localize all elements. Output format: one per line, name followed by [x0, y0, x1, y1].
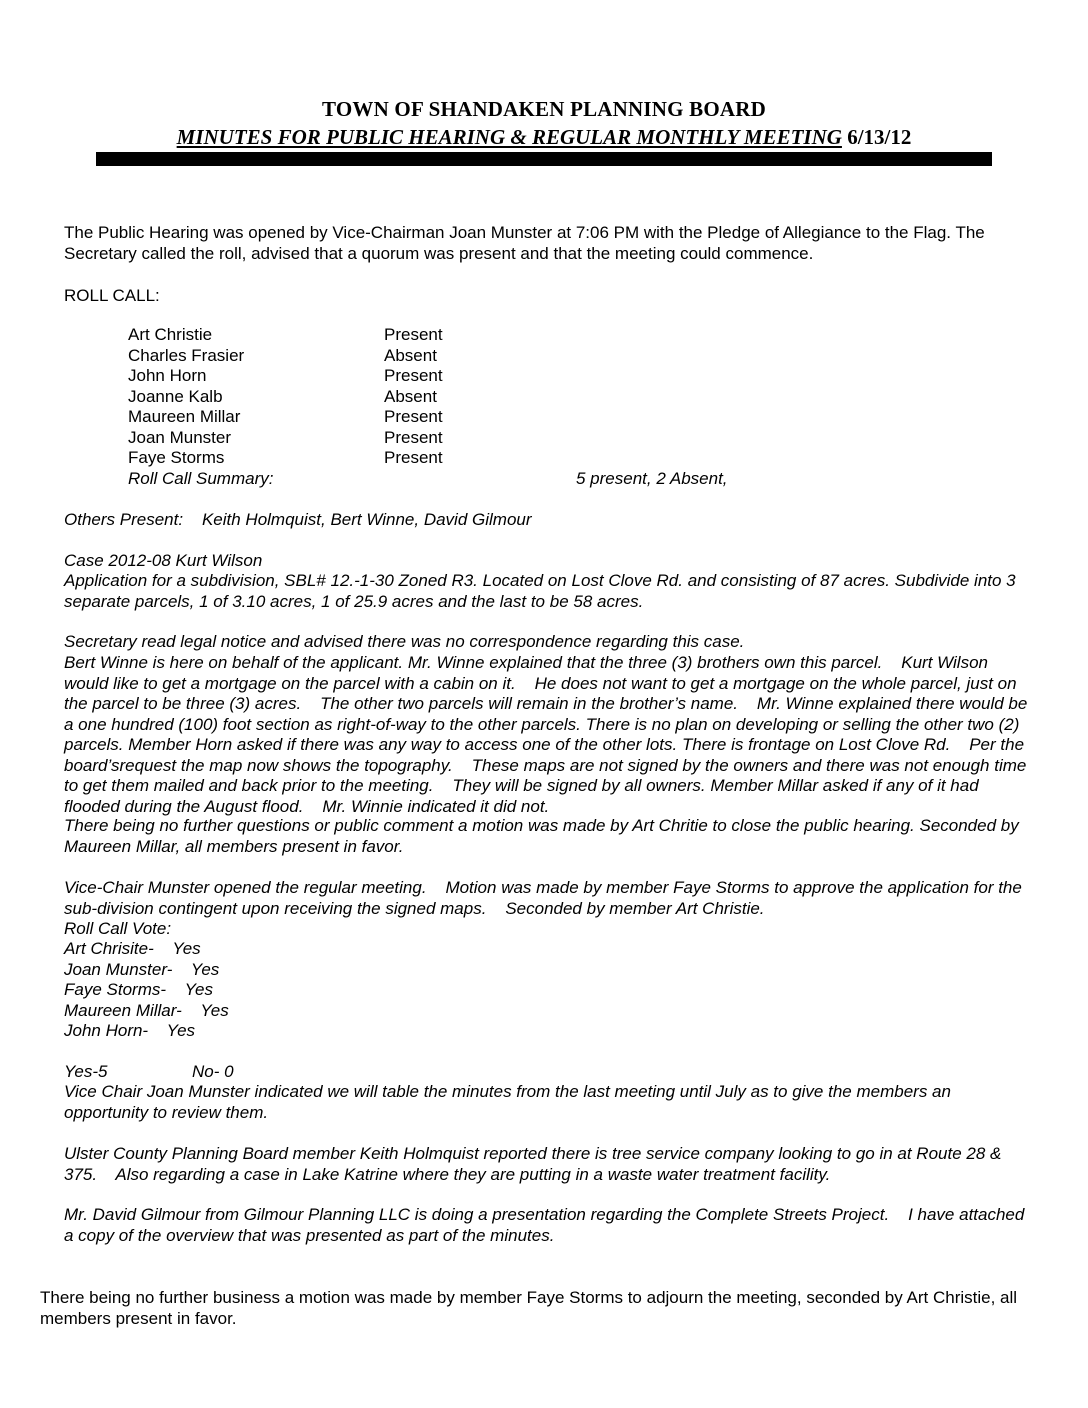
member-name: Maureen Millar: [128, 407, 241, 426]
vote-row: Art Chrisite- Yes: [64, 939, 201, 958]
ulster-report: Ulster County Planning Board member Keith Holmquist reported there is tree service company looking to go in at Route 28 & 375. Also regarding a case in Lake Katrine where they are putting in a waste water treatment facility.: [64, 1144, 1007, 1184]
roll-call-row: [128, 428, 828, 449]
vote-row: John Horn- Yes: [64, 1021, 196, 1040]
member-status: Present: [384, 366, 443, 385]
case-title: Case 2012-08 Kurt Wilson: [64, 551, 263, 570]
header-rule: [96, 152, 992, 166]
tally-no: No- 0: [192, 1062, 234, 1081]
discussion-body: Bert Winne is here on behalf of the applicant. Mr. Winne explained that the three (3) brothers own this parcel. Kurt Wilson would like to get a mortgage on the parcel with a cabin on it. He does not want to get a mortgage on the whole parcel, just on the parcel to be three (3) acres. The other two parcels will remain in the brother’s name. Mr. Winne explained there would be a one hundred (100) foot section as right-of-way to the other parcels. There is no plan on developing or selling the other two (2) parcels. Member Horn asked if there was any way to access one of the other lots. There is frontage on Lost Clove Rd. Per the board’srequest the map now shows the topography. These maps are not signed by the owners and there was not enough time to get them mailed and back prior to the meeting. They will be signed by all owners. Member Millar asked if any of it had flooded during the August flood. Mr. Winnie indicated it did not.: [64, 653, 1033, 816]
vote-row: Faye Storms- Yes: [64, 980, 213, 999]
subtitle-text: MINUTES FOR PUBLIC HEARING & REGULAR MONTHLY MEETING: [176, 125, 842, 149]
minutes-note: Vice Chair Joan Munster indicated we will table the minutes from the last meeting until July as to give the members an opportunity to review them.: [64, 1082, 951, 1122]
tally-yes: Yes-5: [64, 1062, 108, 1081]
meeting-date: 6/13/12: [847, 125, 912, 149]
member-status: Present: [384, 427, 443, 447]
member-status: Absent: [384, 345, 437, 365]
member-name: Charles Frasier: [128, 345, 245, 365]
roll-call-row: [128, 407, 828, 428]
member-name: John Horn: [128, 366, 207, 385]
roll-call-heading: ROLL CALL:: [64, 286, 160, 305]
vote-list: [64, 939, 229, 1042]
roll-call-row: [128, 366, 828, 387]
member-status: Present: [384, 448, 443, 467]
opening-paragraph: The Public Hearing was opened by Vice-Chairman Joan Munster at 7:06 PM with the Pledge of Allegiance to the Flag. The Secretary called the roll, advised that a quorum was present and that the meeting could commence.: [64, 223, 985, 263]
document-title: TOWN OF SHANDAKEN PLANNING BOARD: [322, 97, 766, 121]
member-name: Joanne Kalb: [128, 386, 223, 406]
member-name: Faye Storms: [128, 448, 225, 467]
gilmour-presentation: Mr. David Gilmour from Gilmour Planning LLC is doing a presentation regarding the Complete Streets Project. I have attached a copy of the overview that was presented as part of the minutes.: [64, 1205, 1030, 1245]
member-status: Present: [384, 325, 443, 344]
summary-label: Roll Call Summary:: [128, 468, 274, 488]
others-present: Others Present: Keith Holmquist, Bert Winne, David Gilmour: [64, 510, 532, 529]
regular-meeting-text: Vice-Chair Munster opened the regular meeting. Motion was made by member Faye Storms to approve the application for the sub-division contingent upon receiving the signed maps. Seconded by member Art Christie.: [64, 878, 1027, 918]
case-description: Application for a subdivision, SBL# 12.-1-30 Zoned R3. Located on Lost Clove Rd. and consisting of 87 acres. Subdivide into 3 separate parcels, 1 of 3.10 acres, 1 of 25.9 acres and the last to be 58 acres.: [64, 571, 1016, 611]
document-subtitle: [0, 124, 1088, 150]
roll-call-row: [128, 325, 828, 346]
vote-row: Joan Munster- Yes: [64, 959, 220, 979]
member-status: Absent: [384, 386, 437, 406]
roll-call-row: [128, 448, 828, 469]
member-name: Joan Munster: [128, 427, 231, 447]
vote-row: Maureen Millar- Yes: [64, 1000, 229, 1020]
closing-paragraph: There being no further business a motion was made by member Faye Storms to adjourn the meeting, seconded by Art Christie, all members present in favor.: [40, 1288, 1018, 1328]
roll-call-summary: [128, 469, 828, 490]
roll-call-row: [128, 346, 828, 367]
member-status: Present: [384, 407, 443, 426]
discussion-notice: Secretary read legal notice and advised there was no correspondence regarding this case.: [64, 632, 745, 651]
roll-call-row: [128, 387, 828, 408]
roll-call-vote-label: Roll Call Vote:: [64, 919, 172, 938]
discussion-close: There being no further questions or public comment a motion was made by Art Chritie to close the public hearing. Seconded by Maureen Millar, all members present in favor.: [64, 816, 1019, 856]
roll-call-list: [128, 325, 828, 489]
summary-value: 5 present, 2 Absent,: [576, 468, 728, 488]
member-name: Art Christie: [128, 325, 213, 344]
